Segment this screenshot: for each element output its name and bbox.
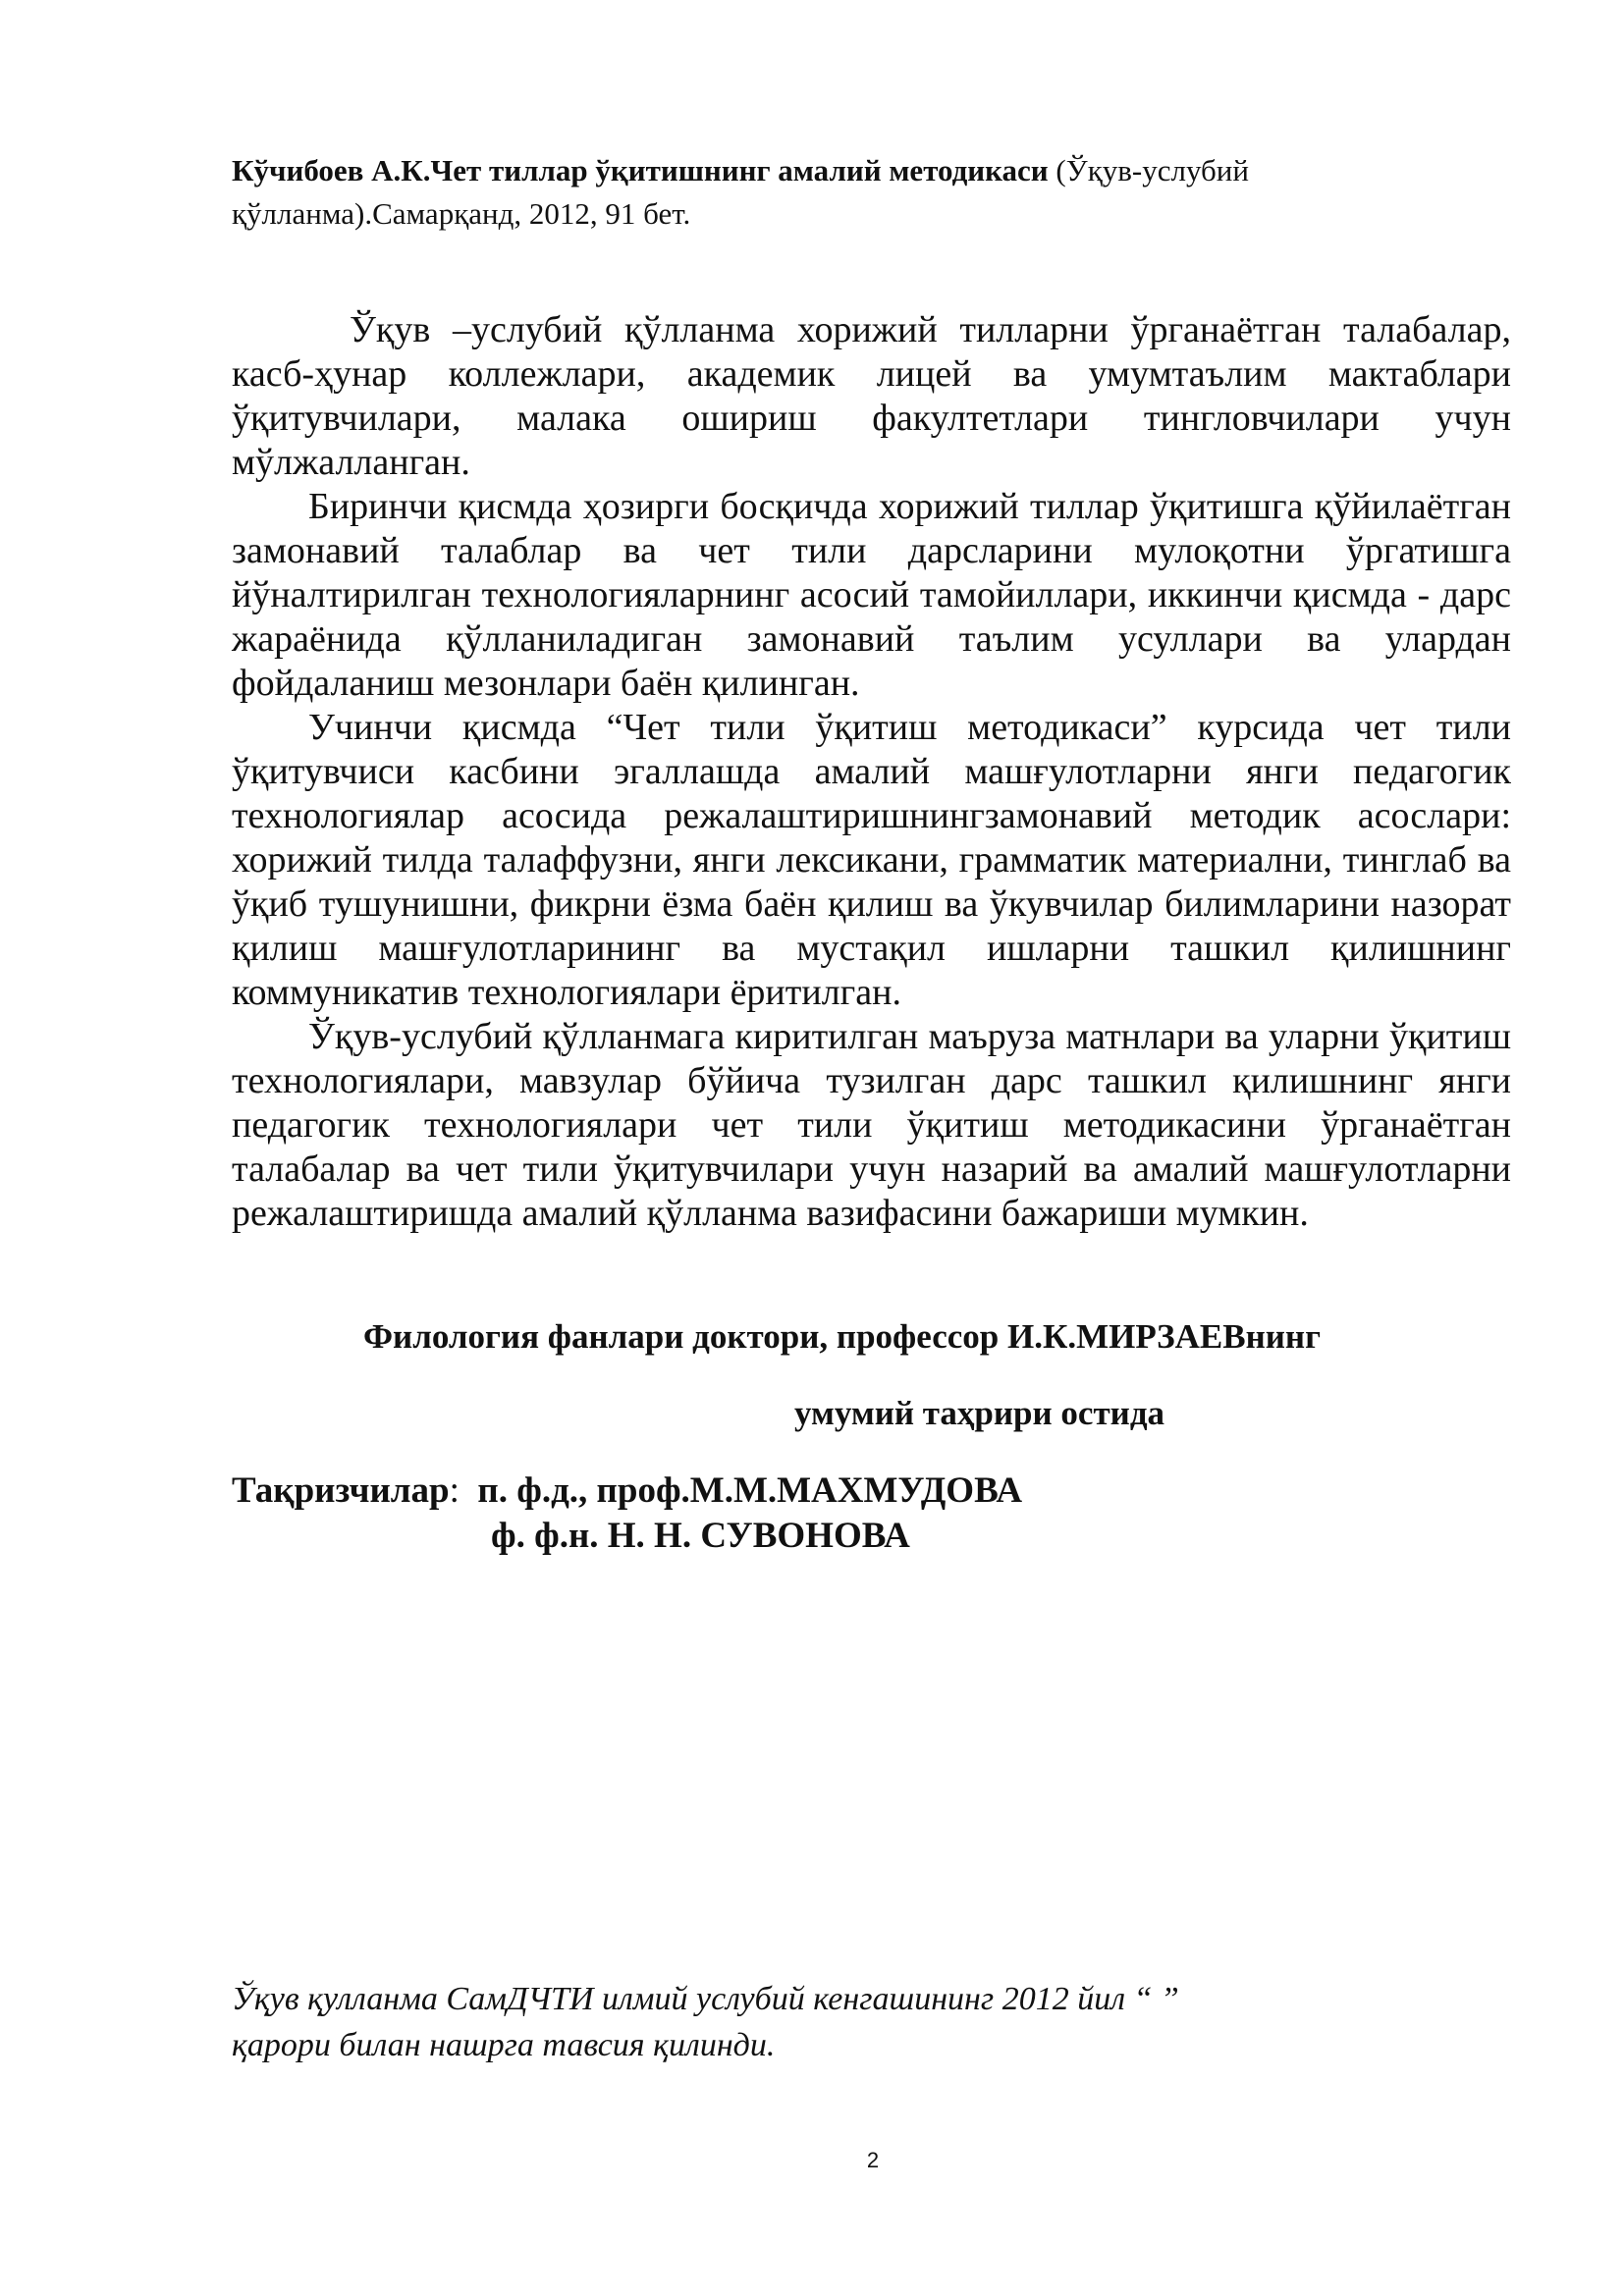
reviewer-1: п. ф.д., проф.М.М.МАХМУДОВА: [477, 1470, 1023, 1511]
abstract-paragraph: Биринчи қисмда ҳозирги босқичда хорижий тиллар ўқитишга қўйилаётган замонавий талаблар ва чет тили дарсларини мулоқотни ўргатишга йўналтирилган технологияларнинг асосий тамойиллари, иккинчи қисмда - дарс жараёнида қўлланиладиган замонавий таълим усуллари ва улардан фойдаланиш мезонлари баён қилинган.: [232, 486, 1511, 704]
abstract-paragraph: Ўқув –услубий қўлланма хорижий тилларни ўрганаётган талабалар, касб-ҳунар коллежлари, академик лицей ва умумтаълим мактаблари ўқитувчилари, малака ошириш факултетлари тингловчилари учун мўлжалланган.: [232, 309, 1511, 483]
editor-line-1: Филология фанлари доктори, профессор И.К.МИРЗАЕВнинг: [362, 1317, 1321, 1356]
abstract-paragraph: Ўқув-услубий қўлланмага киритилган маърузa матнлари ва уларни ўқитиш технологиялари, мавзулар бўйича тузилган дарс ташкил қилишнинг янги педагогик технологиялари чет тили ўқитиш методикасини ўрганаётган талабалар ва чет тили ўқитувчилари учун назарий ва амалий машғулотларни режалаштиришда амалий қўлланма вазифасини бажариши мумкин.: [232, 1016, 1511, 1234]
reviewers-colon: :: [449, 1470, 460, 1511]
reviewers-label: Тақризчилар: [232, 1470, 450, 1511]
bibliographic-reference: [232, 149, 1511, 236]
reviewer-row-1: [232, 1468, 1511, 1514]
book-author-title: Кўчибоев А.К.Чет тиллар ўқитишнинг амалий методикаси: [232, 153, 1049, 187]
approval-note: [232, 1976, 1511, 2068]
abstract-paragraph: Учинчи қисмда “Чет тили ўқитиш методикаси” курсида чет тили ўқитувчиси касбини эгаллашда амалий машғулотларни янги педагогик технологиялар асосида режалаштиришнингзамонавий методик асослари: хорижий тилда талаффузни, янги лексикани, грамматик материални, тинглаб ва ўқиб тушунишни, фикрни ёзма баён қилиш ва ўкувчилар билимларини назорат қилиш машғулотларининг ва мустақил ишларни ташкил қилишнинг коммуникатив технологиялари ёритилган.: [232, 707, 1511, 1013]
reviewers-block: [232, 1468, 1511, 1559]
approval-note-line-2: қарори билан нашрга тавсия қилинди.: [232, 2027, 776, 2063]
editor-line-2: умумий таҳрири остида: [793, 1394, 1165, 1432]
page-number: 2: [866, 2148, 880, 2172]
reviewer-2: ф. ф.н. Н. Н. СУВОНОВА: [491, 1516, 910, 1556]
abstract: [232, 308, 1511, 1236]
reviewer-row-2: [232, 1514, 1511, 1559]
approval-note-line-1: Ўқув қулланма СамДЧТИ илмий услубий кенгашининг 2012 йил “ ”: [232, 1981, 1179, 2017]
book-type: (Ўқув-услубий: [1048, 153, 1249, 187]
book-publication-info: қўлланма).Самарқанд, 2012, 91 бет.: [232, 196, 691, 231]
